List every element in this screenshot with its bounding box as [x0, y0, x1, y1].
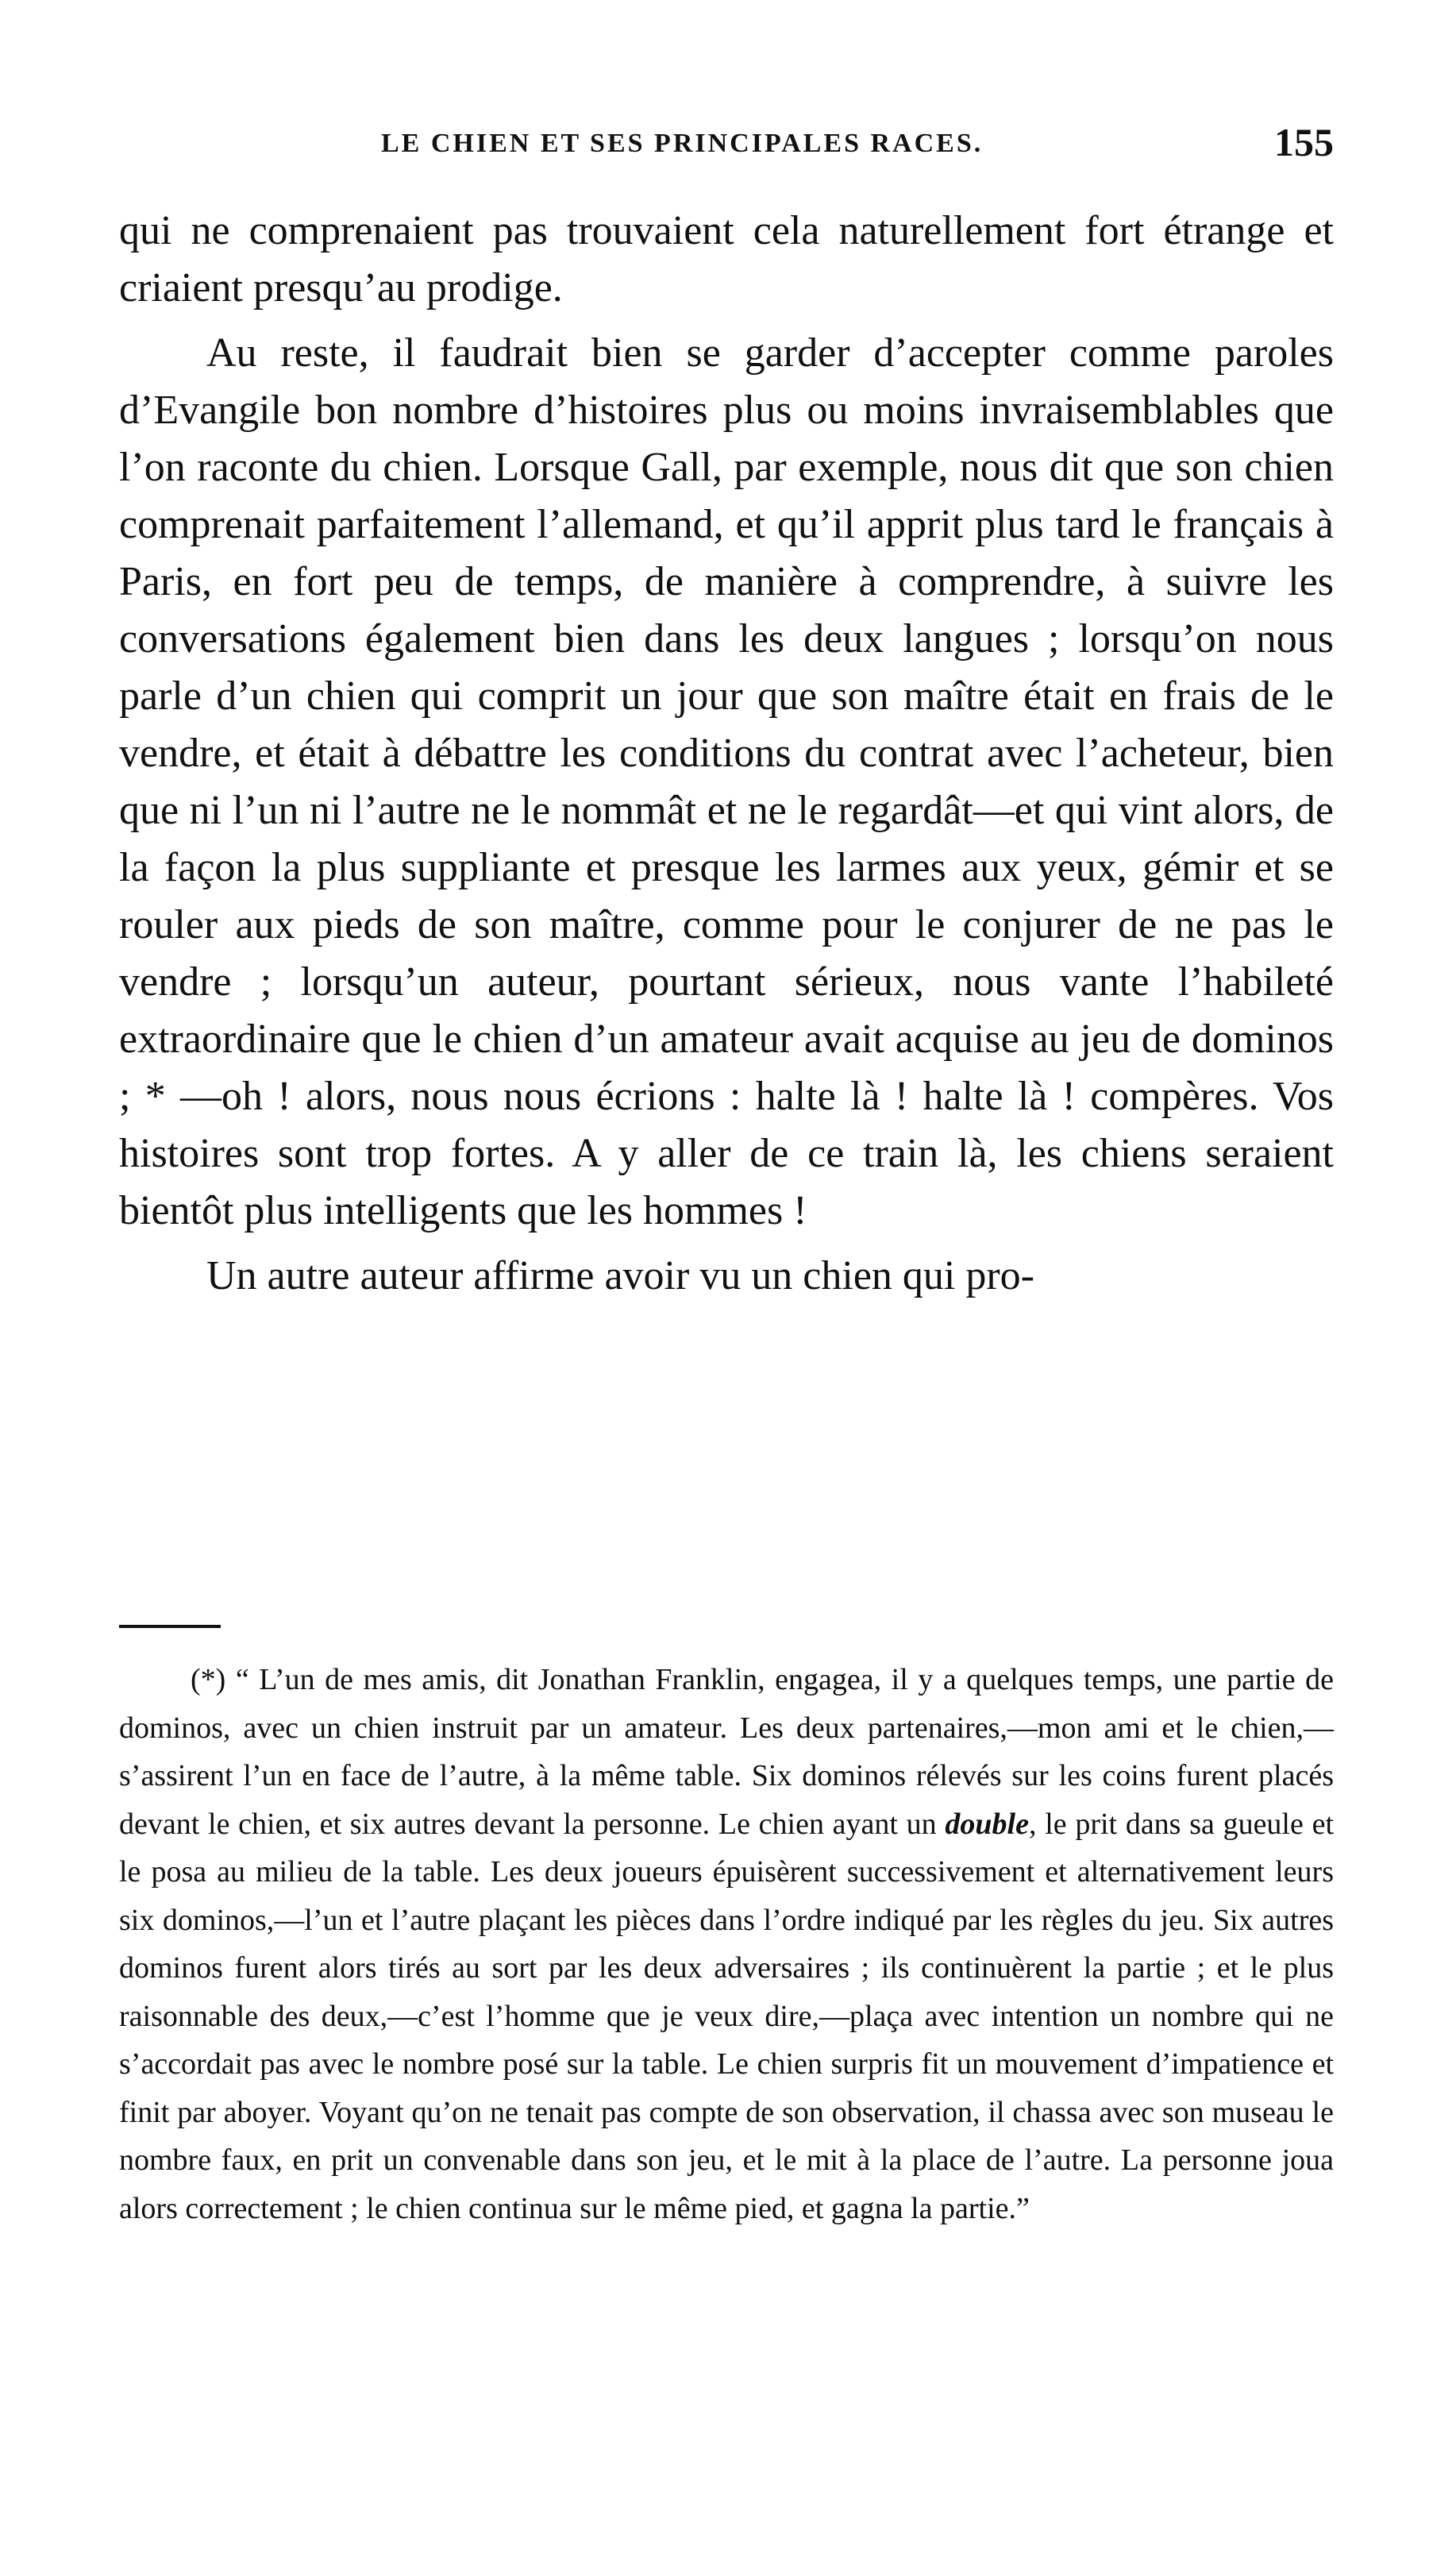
running-head	[111, 119, 1334, 175]
footnote	[119, 1656, 1334, 2232]
page-number: 155	[1274, 120, 1334, 164]
paragraph-another-author: Un autre auteur affirme avoir vu un chien qui pro-	[206, 1253, 1034, 1298]
running-title: LE CHIEN ET SES PRINCIPALES RACES.	[381, 129, 984, 158]
paragraph-continuation: qui ne comprenaient pas trouvaient cela naturellement fort étrange et criaient presqu’au prodige.	[119, 208, 1334, 311]
paragraph-dog-stories: Au reste, il faudrait bien se garder d’accepter comme paroles d’Evangile bon nombre d’histoires plus ou moins invraisemblables que l’on raconte du chien. Lorsque Gall, par exemple, nous dit que son chien comprenait parfaitement l’allemand, et qu’il apprit plus tard le français à Paris, en fort peu de temps, de manière à comprendre, à suivre les conversations également bien dans les deux langues ; lorsqu’on nous parle d’un chien qui comprit un jour que son maître était en frais de le vendre, et était à débattre les conditions du contrat avec l’acheteur, bien que ni l’un ni l’autre ne le nommât et ne le regardât—et qui vint alors, de la façon la plus suppliante et presque les larmes aux yeux, gémir et se rouler aux pieds de son maître, comme pour le conjurer de ne pas le vendre ; lorsqu’un auteur, pourtant sérieux, nous vante l’habileté extraordinaire que le chien d’un amateur avait acquise au jeu de dominos ; * —oh ! alors, nous nous écrions : halte là ! halte là ! compères. Vos histoires sont trop fortes. A y aller de ce train là, les chiens seraient bientôt plus intelligents que les hommes !	[119, 330, 1334, 1233]
footnote-rule	[119, 1625, 221, 1628]
footnote-emphasis: double	[945, 1807, 1029, 1841]
footnote-paragraph	[119, 1656, 1334, 2232]
main-text	[119, 203, 1334, 1313]
footnote-text-start: (*) “ L’un de mes amis, dit Jonathan Franklin, engagea, il y a quelques temps, une partie de dominos, avec un chien instruit par un amateur. Les deux partenaires,—mon ami et le chien,—s’assirent l’un en face de l’autre, à la même table. Six dominos rélevés sur les coins furent placés devant le chien, et six autres devant la personne. Le chien ayant un	[119, 1663, 1334, 1841]
footnote-text-end: , le prit dans sa gueule et le posa au milieu de la table. Les deux joueurs épuisèrent successivement et alternativement leurs six dominos,—l’un et l’autre plaçant les pièces dans l’ordre indiqué par les règles du jeu. Six autres dominos furent alors tirés au sort par les deux adversaires ; ils continuèrent la partie ; et le plus raisonnable des deux,—c’est l’homme que je veux dire,—plaça avec intention un nombre qui ne s’accordait pas avec le nombre posé sur la table. Le chien surpris fit un mouvement d’impatience et finit par aboyer. Voyant qu’on ne tenait pas compte de son observation, il chassa avec son museau le nombre faux, en prit un convenable dans son jeu, et le mit à la place de l’autre. La personne joua alors correctement ; le chien continua sur le même pied, et gagna la partie.”	[119, 1807, 1334, 2225]
